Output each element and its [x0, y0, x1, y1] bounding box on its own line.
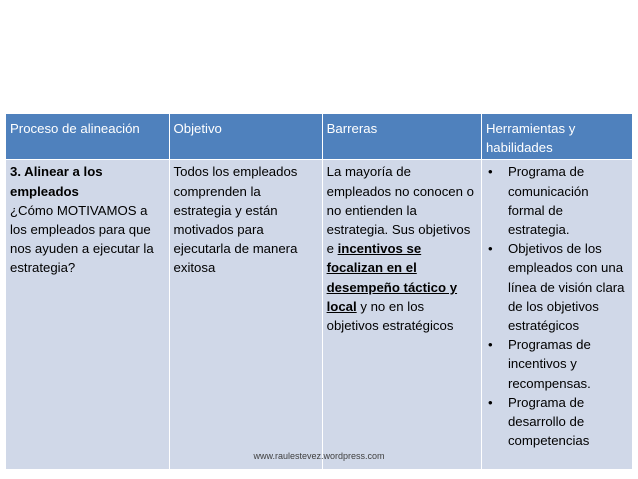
proceso-title: 3. Alinear a los empleados	[10, 164, 103, 199]
proceso-text: ¿Cómo MOTIVAMOS a los empleados para que nos ayuden a ejecutar la estrategia?	[10, 202, 154, 276]
header-objetivo: Objetivo	[169, 114, 322, 160]
list-item	[486, 162, 628, 239]
barreras-text-1: La mayoría de empleados no conocen o no entienden la estrategia. Sus objetivos e	[326, 164, 474, 257]
list-item-text: Programas de incentivos y recompensas.	[507, 337, 591, 391]
list-item-text: Programa de desarrollo de competencias	[507, 394, 590, 449]
bullet-icon: •	[487, 337, 493, 353]
cell-proceso	[6, 160, 170, 470]
list-item-text: Objetivos de los empleados con una línea de visión clara de los objetivos estratégicos	[507, 241, 625, 334]
herramientas-list	[486, 162, 628, 450]
bullet-icon: •	[487, 394, 493, 410]
barreras-text-2: y no en los objetivos estratégicos	[326, 298, 454, 334]
bullet-icon: •	[487, 241, 493, 257]
footer-url: www.raulestevez.wordpress.com	[253, 451, 385, 461]
table-header-row	[6, 114, 633, 160]
cell-objetivo: Todos los empleados comprenden la estrategia y están motivados para ejecutarla de manera exitosa	[169, 160, 322, 470]
header-herramientas: Herramientas y habilidades	[481, 114, 632, 160]
cell-herramientas	[481, 160, 632, 470]
alignment-table	[5, 113, 633, 470]
barreras-emphasis: incentivos se focalizan en el desempeño táctico y local	[326, 241, 458, 314]
header-proceso: Proceso de alineación	[6, 114, 170, 160]
list-item	[486, 393, 628, 451]
list-item	[486, 239, 628, 335]
bullet-icon: •	[487, 164, 493, 180]
list-item	[486, 335, 628, 393]
cell-barreras	[322, 160, 481, 470]
list-item-text: Programa de comunicación formal de estrategia.	[507, 164, 589, 238]
table-row	[6, 160, 633, 470]
header-barreras: Barreras	[322, 114, 481, 160]
